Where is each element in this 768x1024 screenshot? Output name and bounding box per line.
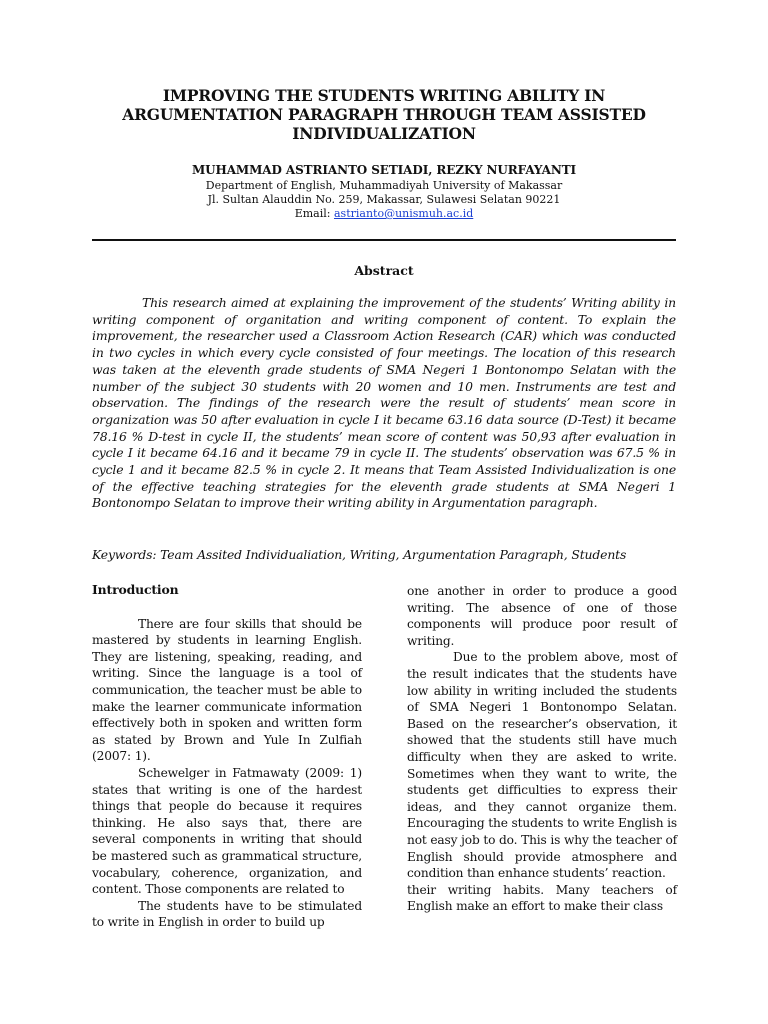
paragraph: There are four skills that should be mastered by students in learning English. They are listening, speaking, reading, and writing. Since the language is a tool of communication, the teacher must be able to make the learner communicate information effectively both in spoken and written form as stated by Brown and Yule In Zulfiah (2007: 1).: [92, 616, 362, 764]
paper-title: IMPROVING THE STUDENTS WRITING ABILITY IN ARGUMENTATION PARAGRAPH THROUGH TEAM ASSISTED INDIVIDUALIZATION: [122, 86, 646, 143]
abstract-heading: Abstract: [354, 263, 414, 278]
affiliation-block: [90, 179, 678, 221]
introduction-heading: Introduction: [92, 582, 179, 597]
keywords: Keywords: Team Assited Individualiation, Writing, Argumentation Paragraph, Students: [92, 547, 627, 562]
paragraph: their writing habits. Many teachers of English make an effort to make their class: [407, 882, 677, 914]
address: Jl. Sultan Alauddin No. 259, Makassar, Sulawesi Selatan 90221: [207, 193, 561, 206]
affiliation: Department of English, Muhammadiyah University of Makassar: [205, 179, 563, 192]
email-link[interactable]: astrianto@unismuh.ac.id: [333, 207, 474, 220]
right-column: [407, 583, 677, 915]
left-column: [92, 582, 362, 931]
abstract-text: This research aimed at explaining the improvement of the students’ Writing ability in writing component of organitation and writing component of content. To explain the improvement, the researcher used a Classroom Action Research (CAR) which was conducted in two cycles in which every cycle consisted of four meetings. The location of this research was taken at the eleventh grade students of SMA Negeri 1 Bontonompo Selatan with the number of the subject 30 students with 20 women and 10 men. Instruments are test and observation. The findings of the research were the result of students’ mean score in organization was 50 after evaluation in cycle I it became 63.16 data source (D-Test) it became 78.16 % D-test in cycle II, the students’ mean score of content was 50,93 after evaluation in cycle I it became 64.16 and it became 79 in cycle II. The students’ observation was 67.5 % in cycle 1 and it became 82.5 % in cycle 2. It means that Team Assisted Individualization is one of the effective teaching strategies for the eleventh grade students at SMA Negeri 1 Bontonompo Selatan to improve their writing ability in Argumentation paragraph.: [92, 295, 676, 511]
email-label: Email:: [294, 207, 334, 220]
paragraph: The students have to be stimulated to write in English in order to build up: [92, 898, 362, 930]
email-line: [90, 207, 678, 221]
author-list: MUHAMMAD ASTRIANTO SETIADI, REZKY NURFAYANTI: [191, 163, 577, 177]
paragraph: Due to the problem above, most of the result indicates that the students have low ability in writing included the students of SMA Negeri 1 Bontonompo Selatan. Based on the researcher’s observation, it showed that the students still have much difficulty when they are asked to write. Sometimes when they want to write, the students get difficulties to express their ideas, and they cannot organize them. Encouraging the students to write English is not easy job to do. This is why the teacher of English should provide atmosphere and condition than enhance students’ reaction.: [407, 650, 677, 881]
paragraph: one another in order to produce a good writing. The absence of one of those components will produce poor result of writing.: [407, 584, 677, 648]
paragraph: Schewelger in Fatmawaty (2009: 1) states that writing is one of the hardest things that people do because it requires thinking. He also says that, there are several components in writing that should be mastered such as grammatical structure, vocabulary, coherence, organization, and content. Those components are related to: [92, 765, 362, 897]
header-divider: [92, 239, 676, 241]
